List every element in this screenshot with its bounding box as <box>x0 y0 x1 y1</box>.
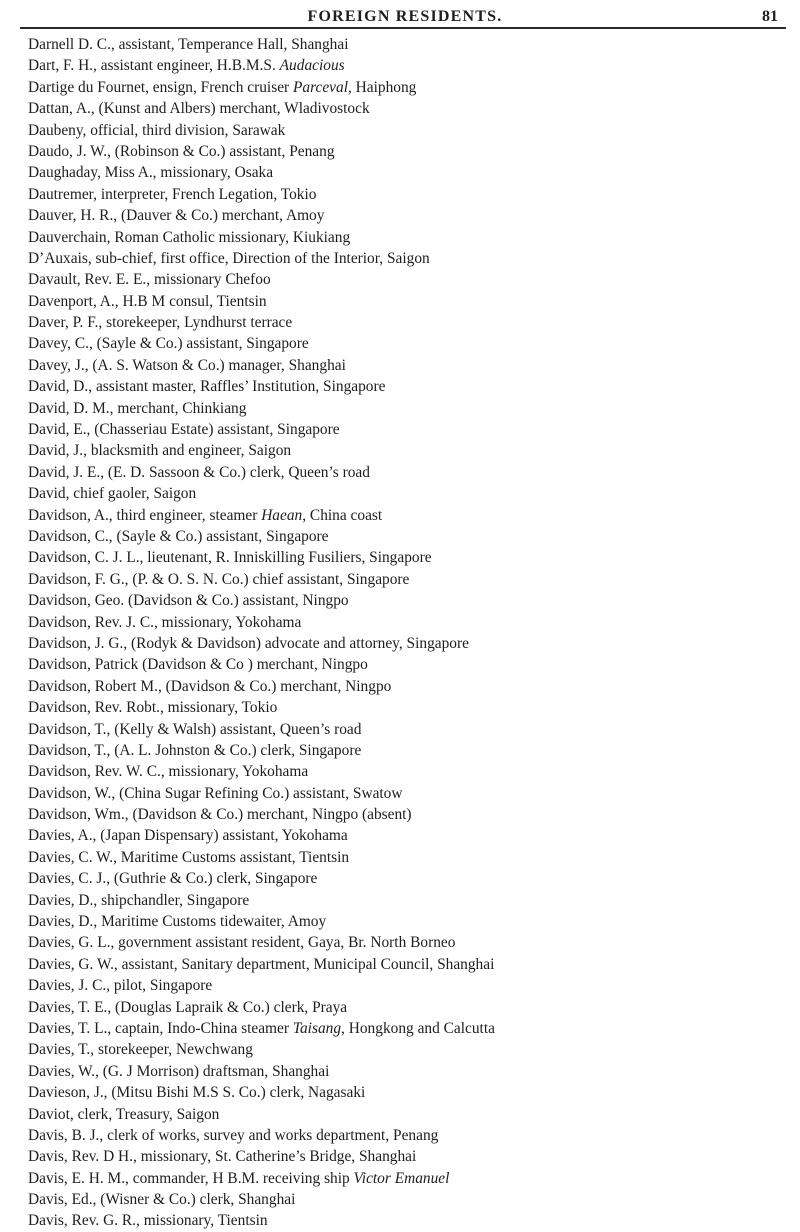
directory-entry <box>28 419 786 440</box>
directory-entry <box>28 120 786 141</box>
entry-text: Dautremer, interpreter, French Legation, Tokio <box>28 185 317 203</box>
directory-entry <box>28 184 786 205</box>
vessel-name: Victor Emanuel <box>353 1169 450 1187</box>
entry-text: David, E., (Chasseriau Estate) assistant, Singapore <box>28 421 340 439</box>
directory-entry <box>28 911 786 932</box>
entry-text: Davies, C. J., (Guthrie & Co.) clerk, Singapore <box>28 870 318 888</box>
entry-text: Davies, G. L., government assistant resident, Gaya, Br. North Borneo <box>28 934 456 952</box>
directory-entry <box>28 227 786 248</box>
entry-text: Davidson, F. G., (P. & O. S. N. Co.) chief assistant, Singapore <box>28 570 410 588</box>
directory-entry <box>28 804 786 825</box>
entry-text: Dartige du Fournet, ensign, French cruiser <box>28 78 293 96</box>
directory-entry <box>28 825 786 846</box>
entry-text-suffix: , Haiphong <box>347 78 417 96</box>
header-rule <box>20 27 786 29</box>
entry-text: David, J. E., (E. D. Sassoon & Co.) clerk, Queen’s road <box>28 463 370 481</box>
directory-entry <box>28 890 786 911</box>
directory-entry <box>28 1104 786 1125</box>
entry-text: Davies, G. W., assistant, Sanitary department, Municipal Council, Shanghai <box>28 955 495 973</box>
directory-entry <box>28 333 786 354</box>
directory-entry <box>28 312 786 333</box>
entry-text-suffix: , China coast <box>302 506 383 524</box>
directory-entry <box>28 505 786 526</box>
entry-text: Davies, A., (Japan Dispensary) assistant, Yokohama <box>28 827 348 845</box>
directory-entry <box>28 654 786 675</box>
entry-text: Davies, D., shipchandler, Singapore <box>28 891 250 909</box>
entry-text: David, J., blacksmith and engineer, Saigon <box>28 442 292 460</box>
entry-text-suffix: , Hongkong and Calcutta <box>341 1019 495 1037</box>
entry-text: D’Auxais, sub-chief, first office, Direction of the Interior, Saigon <box>28 249 430 267</box>
directory-entry <box>28 868 786 889</box>
entry-text: Davies, T. L., captain, Indo-China steamer <box>28 1019 293 1037</box>
entry-text: Davidson, Robert M., (Davidson & Co.) merchant, Ningpo <box>28 677 392 695</box>
entry-text: Davis, Rev. G. R., missionary, Tientsin <box>28 1212 268 1230</box>
entry-text: Davault, Rev. E. E., missionary Chefoo <box>28 271 271 289</box>
entry-text: David, chief gaoler, Saigon <box>28 485 197 503</box>
entry-text: Davies, C. W., Maritime Customs assistant, Tientsin <box>28 848 350 866</box>
running-head: FOREIGN RESIDENTS. <box>307 8 503 25</box>
directory-entry <box>28 462 786 483</box>
directory-entry <box>28 205 786 226</box>
directory-entry <box>28 1039 786 1060</box>
vessel-name: Parceval <box>293 78 348 96</box>
vessel-name: Audacious <box>279 57 345 75</box>
entry-text: Davenport, A., H.B M consul, Tientsin <box>28 292 267 310</box>
directory-entry <box>28 483 786 504</box>
directory-entry <box>28 590 786 611</box>
directory-entry <box>28 1168 786 1189</box>
directory-entry <box>28 1146 786 1167</box>
entry-text: Davidson, Rev. Robt., missionary, Tokio <box>28 699 278 717</box>
directory-entry <box>28 269 786 290</box>
directory-entry <box>28 997 786 1018</box>
entry-text: Davidson, J. G., (Rodyk & Davidson) advocate and attorney, Singapore <box>28 634 469 652</box>
directory-entry <box>28 975 786 996</box>
directory-entry <box>28 954 786 975</box>
entry-text: Davey, C., (Sayle & Co.) assistant, Singapore <box>28 335 309 353</box>
directory-entry <box>28 719 786 740</box>
entry-text: Davidson, Rev. W. C., missionary, Yokohama <box>28 763 309 781</box>
directory-entry <box>28 547 786 568</box>
directory-entry <box>28 1189 786 1210</box>
directory-entry <box>28 783 786 804</box>
directory-entry <box>28 612 786 633</box>
directory-entry <box>28 440 786 461</box>
vessel-name: Haean <box>261 506 303 524</box>
directory-entry <box>28 676 786 697</box>
directory-entry <box>28 376 786 397</box>
entry-text: Davidson, Patrick (Davidson & Co ) merchant, Ningpo <box>28 656 368 674</box>
entry-text: David, D. M., merchant, Chinkiang <box>28 399 247 417</box>
vessel-name: Taisang <box>292 1019 342 1037</box>
directory-entry <box>28 355 786 376</box>
directory-entry <box>28 141 786 162</box>
entry-text: Daviot, clerk, Treasury, Saigon <box>28 1105 220 1123</box>
directory-entry <box>28 761 786 782</box>
directory-entry <box>28 34 786 55</box>
entry-text: Dauver, H. R., (Dauver & Co.) merchant, Amoy <box>28 207 325 225</box>
entry-text: Davidson, W., (China Sugar Refining Co.) assistant, Swatow <box>28 784 403 802</box>
entry-text: Dauverchain, Roman Catholic missionary, Kiukiang <box>28 228 351 246</box>
directory-entry <box>28 1210 786 1231</box>
directory-entry <box>28 77 786 98</box>
directory-entries <box>28 34 786 1232</box>
entry-text: Davis, B. J., clerk of works, survey and works department, Penang <box>28 1126 439 1144</box>
entry-text: Daudo, J. W., (Robinson & Co.) assistant, Penang <box>28 142 335 160</box>
entry-text: Daubeny, official, third division, Sarawak <box>28 121 286 139</box>
directory-entry <box>28 398 786 419</box>
entry-text: Davis, E. H. M., commander, H B.M. receiving ship <box>28 1169 354 1187</box>
directory-entry <box>28 633 786 654</box>
directory-entry <box>28 98 786 119</box>
entry-text: Davidson, A., third engineer, steamer <box>28 506 262 524</box>
page-number: 81 <box>762 8 778 25</box>
entry-text: Davies, J. C., pilot, Singapore <box>28 977 213 995</box>
directory-entry <box>28 932 786 953</box>
entry-text: Davies, D., Maritime Customs tidewaiter, Amoy <box>28 913 327 931</box>
directory-entry <box>28 740 786 761</box>
entry-text: Davies, T. E., (Douglas Lapraik & Co.) clerk, Praya <box>28 998 348 1016</box>
directory-entry <box>28 697 786 718</box>
entry-text: Davey, J., (A. S. Watson & Co.) manager, Shanghai <box>28 356 346 374</box>
entry-text: Darnell D. C., assistant, Temperance Hall, Shanghai <box>28 36 349 53</box>
entry-text: Dart, F. H., assistant engineer, H.B.M.S. <box>28 57 280 75</box>
entry-text: Davidson, Rev. J. C., missionary, Yokohama <box>28 613 302 631</box>
directory-entry <box>28 162 786 183</box>
entry-text: Davis, Rev. D H., missionary, St. Catherine’s Bridge, Shanghai <box>28 1148 417 1166</box>
entry-text: Davidson, T., (A. L. Johnston & Co.) clerk, Singapore <box>28 741 362 759</box>
entry-text: Davidson, C. J. L., lieutenant, R. Inniskilling Fusiliers, Singapore <box>28 549 432 567</box>
directory-entry <box>28 1125 786 1146</box>
directory-entry <box>28 248 786 269</box>
directory-entry <box>28 1061 786 1082</box>
directory-entry <box>28 847 786 868</box>
directory-entry <box>28 569 786 590</box>
entry-text: Daughaday, Miss A., missionary, Osaka <box>28 164 274 182</box>
directory-entry <box>28 1018 786 1039</box>
entry-text: Davidson, Wm., (Davidson & Co.) merchant, Ningpo (absent) <box>28 806 412 824</box>
directory-entry <box>28 55 786 76</box>
directory-entry <box>28 291 786 312</box>
entry-text: Daver, P. F., storekeeper, Lyndhurst terrace <box>28 314 293 332</box>
entry-text: Davidson, Geo. (Davidson & Co.) assistant, Ningpo <box>28 592 349 610</box>
entry-text: Davidson, T., (Kelly & Walsh) assistant, Queen’s road <box>28 720 362 738</box>
entry-text: Davies, W., (G. J Morrison) draftsman, Shanghai <box>28 1062 330 1080</box>
directory-entry <box>28 526 786 547</box>
entry-text: Davieson, J., (Mitsu Bishi M.S S. Co.) clerk, Nagasaki <box>28 1084 366 1102</box>
entry-text: Dattan, A., (Kunst and Albers) merchant, Wladivostock <box>28 100 370 118</box>
entry-text: Davies, T., storekeeper, Newchwang <box>28 1041 253 1059</box>
entry-text: Davis, Ed., (Wisner & Co.) clerk, Shanghai <box>28 1191 296 1209</box>
directory-entry <box>28 1082 786 1103</box>
entry-text: David, D., assistant master, Raffles’ Institution, Singapore <box>28 378 386 396</box>
entry-text: Davidson, C., (Sayle & Co.) assistant, Singapore <box>28 527 329 545</box>
